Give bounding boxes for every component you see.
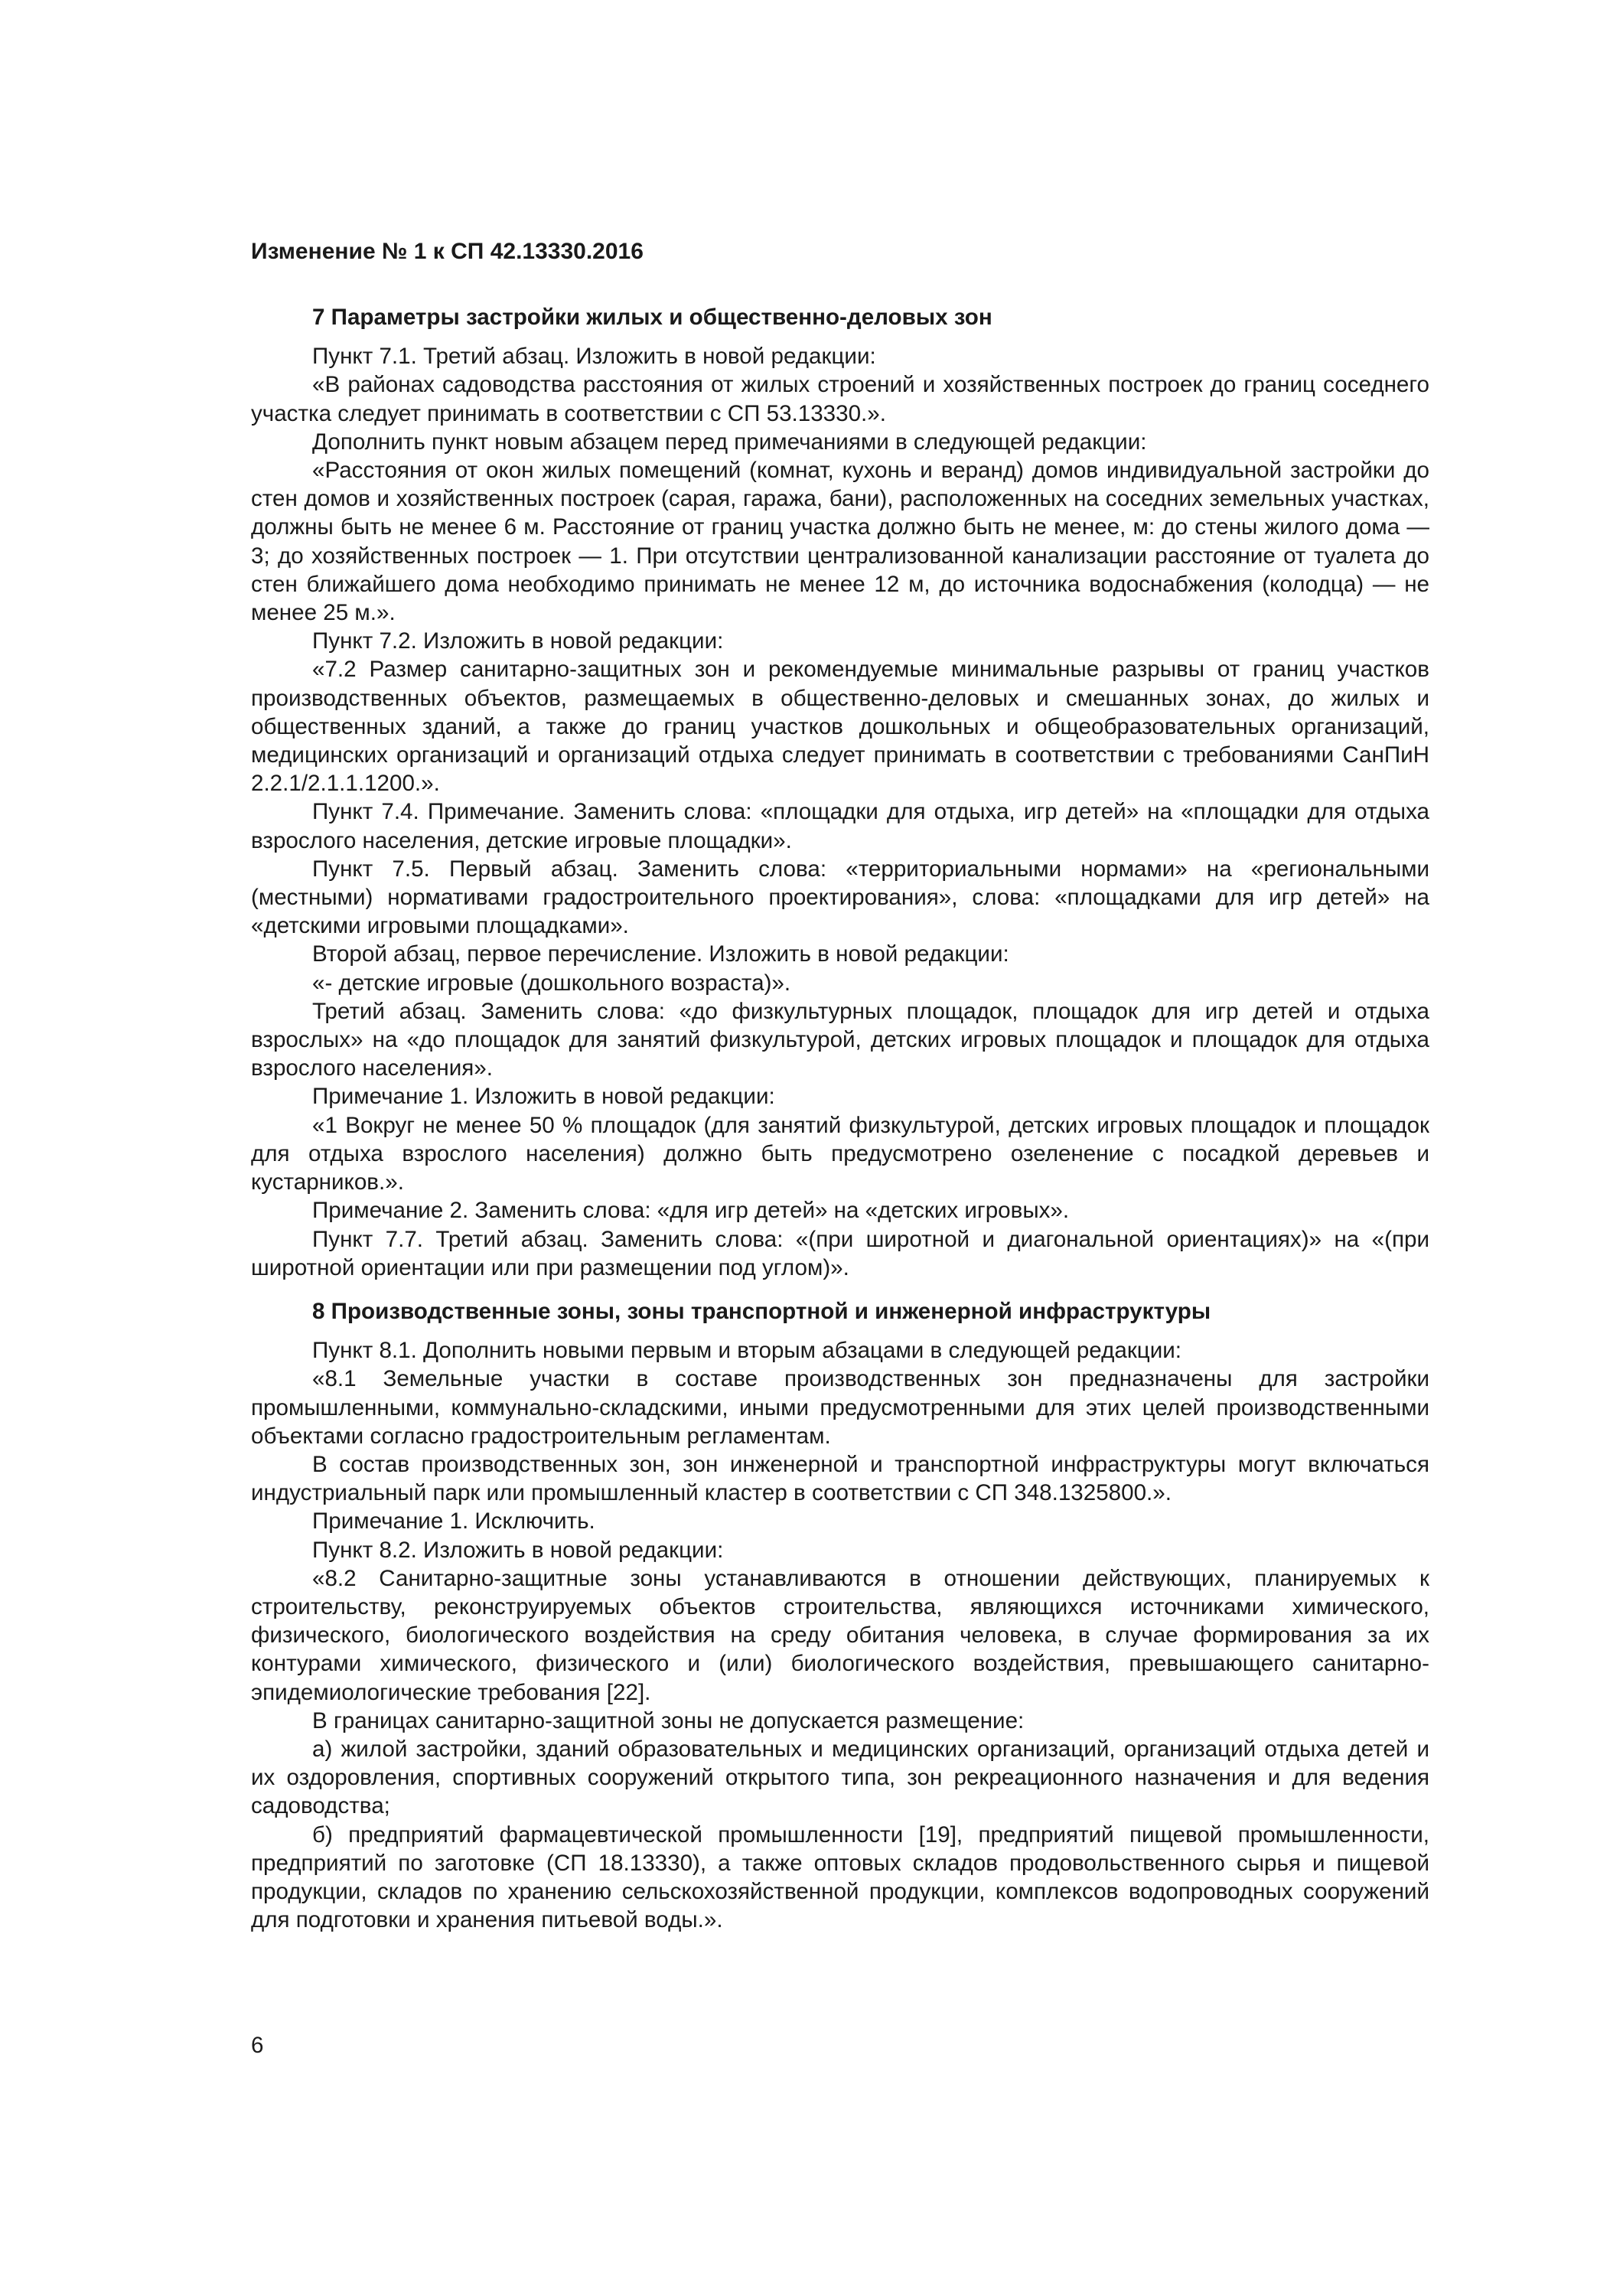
paragraph: В состав производственных зон, зон инженерной и транспортной инфраструктуры могут включаться индустриальный парк или промышленный кластер в соответствии с СП 348.1325800.».	[251, 1451, 1429, 1506]
paragraph: Пункт 7.7. Третий абзац. Заменить слова: «(при широтной и диагональной ориентациях)» на «(при широтной ориентации или при размещении под углом)».	[251, 1226, 1429, 1280]
page-number: 6	[251, 2033, 264, 2058]
paragraph: «8.1 Земельные участки в составе производственных зон предназначены для застройки промышленными, коммунально-складскими, иными предусмотренными для этих целей производственными объектами согласно градостроительным регламентам.	[251, 1366, 1429, 1449]
paragraph: Примечание 2. Заменить слова: «для игр детей» на «детских игровых».	[312, 1198, 1070, 1224]
paragraph: «Расстояния от окон жилых помещений (комнат, кухонь и веранд) домов индивидуальной застройки до стен домов и хозяйственных построек (сарая, гаража, бани), расположенных на соседних земельных участках, должны быть не менее 6 м. Расстояние от границ участка должно быть не менее, м: до стены жилого дома — 3; до хозяйственных построек — 1. При отсутствии централизованной канализации расстояние от туалета до стен ближайшего дома необходимо принимать не менее 12 м, до источника водоснабжения (колодца) — не менее 25 м.».	[251, 458, 1429, 626]
paragraph: Пункт 8.2. Изложить в новой редакции:	[312, 1537, 724, 1563]
paragraph: «7.2 Размер санитарно-защитных зон и рекомендуемые минимальные разрывы от границ участков производственных объектов, размещаемых в общественно-деловых и смешанных зонах, до жилых и общественных зданий, а также до границ участков дошкольных и общеобразовательных организаций, медицинских организаций и организаций отдыха следует принимать в соответствии с требованиями СанПиН 2.2.1/2.1.1.1200.».	[251, 657, 1429, 797]
paragraph: Пункт 7.2. Изложить в новой редакции:	[312, 628, 724, 654]
paragraph: Пункт 7.1. Третий абзац. Изложить в новой редакции:	[312, 344, 876, 370]
paragraph: Пункт 7.4. Примечание. Заменить слова: «площадки для отдыха, игр детей» на «площадки для отдыха взрослого населения, детские игровые площадки».	[251, 799, 1429, 853]
paragraph: «1 Вокруг не менее 50 % площадок (для занятий физкультурой, детских игровых площадок и площадок для отдыха взрослого населения) должно быть предусмотрено озеленение с посадкой деревьев и кустарников.».	[251, 1112, 1429, 1195]
paragraph: Пункт 8.1. Дополнить новыми первым и вторым абзацами в следующей редакции:	[312, 1338, 1182, 1364]
paragraph: Примечание 1. Изложить в новой редакции:	[312, 1084, 775, 1110]
document-header: Изменение № 1 к СП 42.13330.2016	[251, 239, 644, 264]
section-7	[251, 303, 1429, 1282]
paragraph: а) жилой застройки, зданий образовательных и медицинских организаций, организаций отдыха детей и их оздоровления, спортивных сооружений открытого типа, зон рекреационного назначения и для ведения садоводства;	[251, 1736, 1429, 1819]
paragraph: Третий абзац. Заменить слова: «до физкультурных площадок, площадок для игр детей и отдыха взрослых» на «до площадок для занятий физкультурой, детских игровых площадок и площадок для отдыха взрослого населения».	[251, 998, 1429, 1081]
paragraph: б) предприятий фармацевтической промышленности [19], предприятий пищевой промышленности, предприятий по заготовке (СП 18.13330), а также оптовых складов продовольственного сырья и пищевой продукции, складов по хранению сельскохозяйственной продукции, комплексов водопроводных сооружений для подготовки и хранения питьевой воды.».	[251, 1821, 1429, 1933]
section-title: 8 Производственные зоны, зоны транспортной и инженерной инфраструктуры	[312, 1298, 1211, 1324]
section-8	[251, 1297, 1429, 1934]
document-body	[251, 303, 1429, 1934]
paragraph: Второй абзац, первое перечисление. Изложить в новой редакции:	[312, 941, 1009, 967]
paragraph: Примечание 1. Исключить.	[312, 1508, 595, 1534]
paragraph: «- детские игровые (дошкольного возраста)».	[312, 970, 791, 996]
paragraph: «8.2 Санитарно-защитные зоны устанавливаются в отношении действующих, планируемых к строительству, реконструируемых объектов строительства, являющихся источниками химического, физического, биологического воздействия на среду обитания человека, в случае формирования за их контурами химического, физического и (или) биологического воздействия, превышающего санитарно-эпидемиологические требования [22].	[251, 1565, 1429, 1705]
paragraph: «В районах садоводства расстояния от жилых строений и хозяйственных построек до границ соседнего участка следует принимать в соответствии с СП 53.13330.».	[251, 372, 1429, 426]
paragraph: Пункт 7.5. Первый абзац. Заменить слова: «территориальными нормами» на «региональными (местными) нормативами градостроительного проектирования», слова: «площадками для игр детей» на «детскими игровыми площадками».	[251, 856, 1429, 939]
section-title: 7 Параметры застройки жилых и общественно-деловых зон	[312, 305, 992, 330]
paragraph: В границах санитарно-защитной зоны не допускается размещение:	[312, 1707, 1025, 1733]
paragraph: Дополнить пункт новым абзацем перед примечаниями в следующей редакции:	[312, 429, 1147, 455]
